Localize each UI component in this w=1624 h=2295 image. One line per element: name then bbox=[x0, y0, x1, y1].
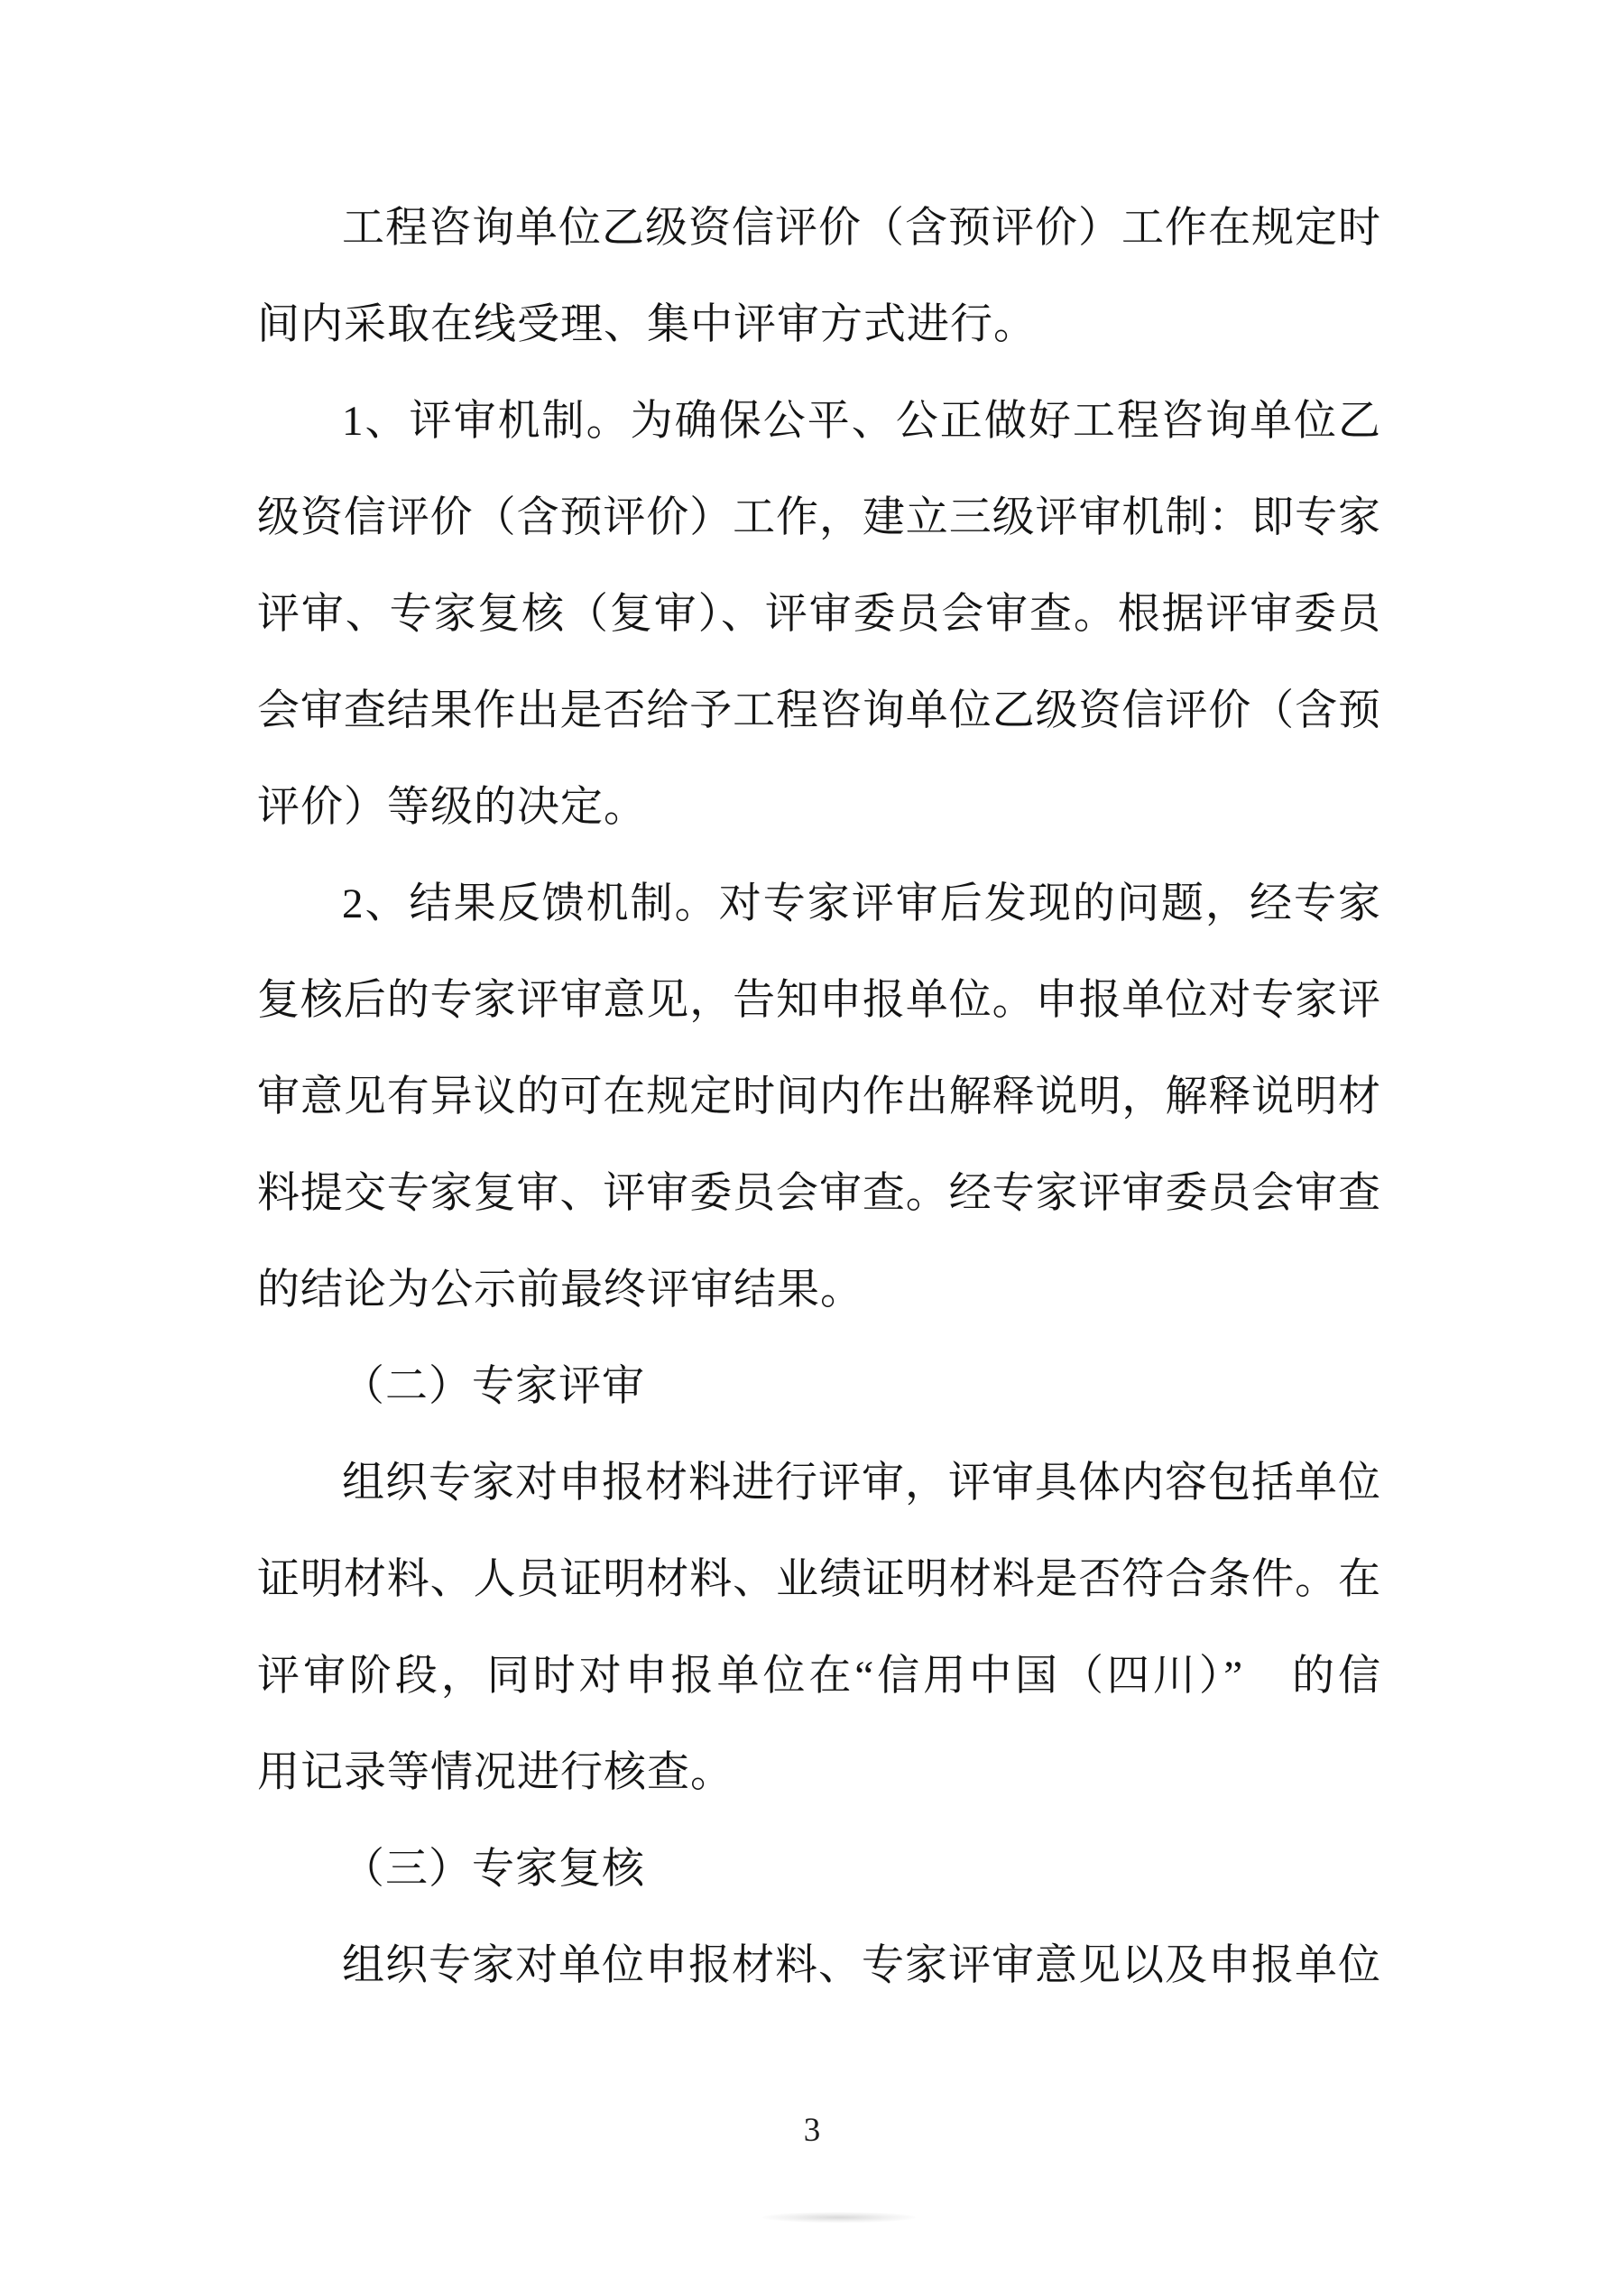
document-line: 组织专家对单位申报材料、专家评审意见以及申报单位 bbox=[342, 1942, 1380, 1989]
document-line: 复核后的专家评审意见，告知申报单位。申报单位对专家评 bbox=[257, 977, 1380, 1024]
scan-artifact bbox=[762, 2212, 916, 2223]
document-line: 证明材料、人员证明材料、业绩证明材料是否符合条件。在 bbox=[257, 1556, 1380, 1603]
document-line: 会审查结果作出是否给予工程咨询单位乙级资信评价（含预 bbox=[257, 687, 1380, 734]
document-line: 评审阶段，同时对申报单位在“信用中国（四川）” 的信 bbox=[257, 1653, 1380, 1700]
document-heading: （二）专家评审 bbox=[342, 1363, 645, 1410]
document-line: 料提交专家复审、评审委员会审查。经专家评审委员会审查 bbox=[257, 1170, 1380, 1217]
document-line: 2、结果反馈机制。对专家评审后发现的问题，经专家 bbox=[342, 880, 1380, 927]
document-line: 审意见有异议的可在规定时间内作出解释说明，解释说明材 bbox=[257, 1074, 1380, 1120]
document-line: 组织专家对申报材料进行评审，评审具体内容包括单位 bbox=[342, 1460, 1380, 1507]
document-line: 评价）等级的决定。 bbox=[257, 784, 647, 831]
document-line: 用记录等情况进行核查。 bbox=[257, 1749, 734, 1796]
document-line: 1、评审机制。为确保公平、公正做好工程咨询单位乙 bbox=[342, 398, 1380, 445]
document-body bbox=[257, 180, 1380, 2014]
document-line: 的结论为公示前最终评审结果。 bbox=[257, 1267, 863, 1313]
document-line: 级资信评价（含预评价）工作，建立三级评审机制：即专家 bbox=[257, 494, 1380, 541]
page-number: 3 bbox=[803, 2112, 821, 2149]
document-line: 评审、专家复核（复审）、评审委员会审查。根据评审委员 bbox=[257, 591, 1380, 638]
document-heading: （三）专家复核 bbox=[342, 1846, 645, 1893]
document-line: 工程咨询单位乙级资信评价（含预评价）工作在规定时 bbox=[342, 205, 1380, 252]
document-line: 间内采取在线受理、集中评审方式进行。 bbox=[257, 301, 1037, 348]
